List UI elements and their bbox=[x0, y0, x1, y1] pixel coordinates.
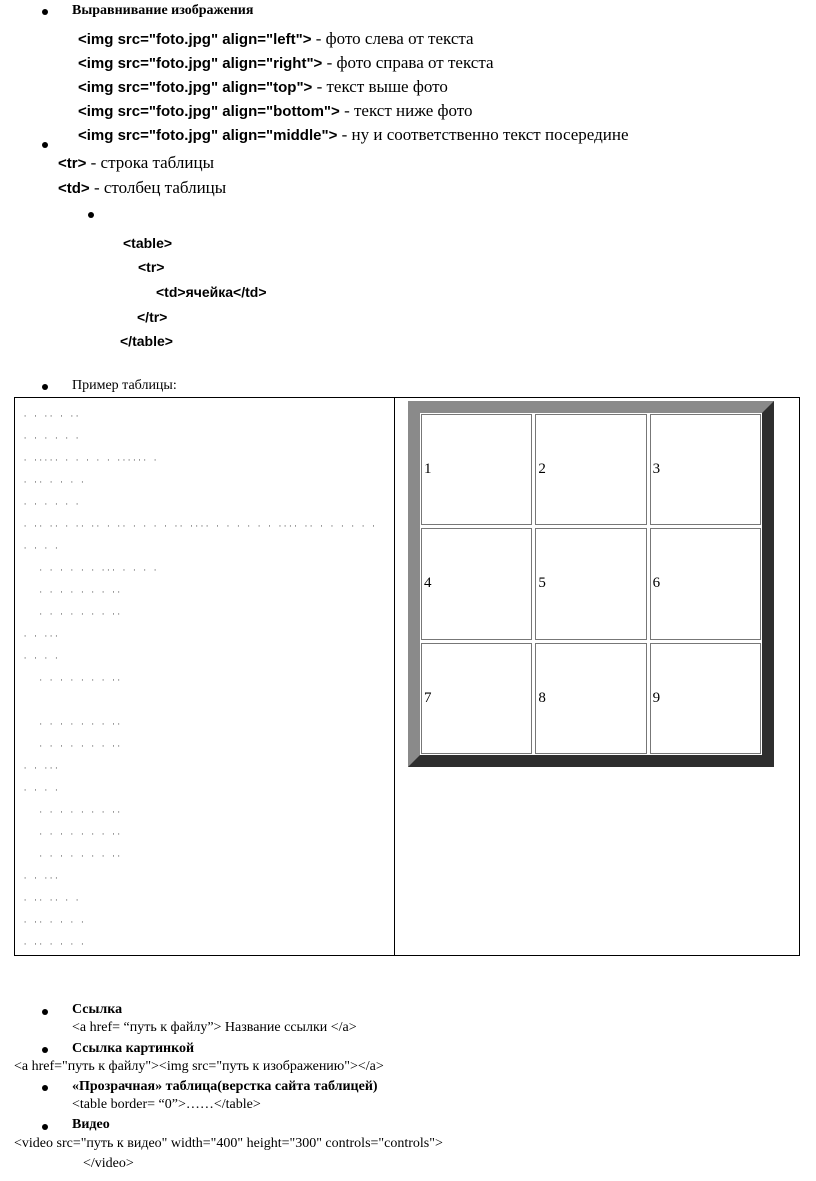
image-align-title: Выравнивание изображения bbox=[72, 3, 254, 18]
table-cell: 6 bbox=[650, 528, 761, 639]
code-text: <td> bbox=[58, 180, 90, 197]
example-table bbox=[14, 397, 800, 956]
video-title: Видео bbox=[72, 1117, 110, 1132]
bullet bbox=[42, 142, 48, 148]
bullet bbox=[42, 1009, 48, 1015]
table-cell: 4 bbox=[421, 528, 532, 639]
code-text: <img src="foto.jpg" align="left"> bbox=[78, 31, 312, 48]
desc-text: - ну и соответственно текст посередине bbox=[337, 125, 629, 144]
table-cell: 8 bbox=[535, 643, 646, 754]
table-cell: 1 bbox=[421, 414, 532, 525]
divider bbox=[394, 398, 395, 955]
table-cell: 2 bbox=[535, 414, 646, 525]
td-line bbox=[58, 178, 226, 198]
desc-text: - строка таблицы bbox=[86, 153, 215, 172]
link-code: <a href= “путь к файлу”> Название ссылки </a> bbox=[72, 1020, 357, 1035]
desc-text: - фото справа от текста bbox=[322, 53, 494, 72]
snippet-line: <td>ячейка</td> bbox=[156, 284, 267, 300]
bullet bbox=[42, 1124, 48, 1130]
desc-text: - текст выше фото bbox=[312, 77, 448, 96]
code-text: <img src="foto.jpg" align="middle"> bbox=[78, 127, 338, 144]
snippet-line: <table> bbox=[123, 235, 173, 251]
align-left-line bbox=[78, 29, 474, 49]
snippet-line: </tr> bbox=[137, 309, 168, 325]
bullet bbox=[42, 384, 48, 390]
align-bottom-line bbox=[78, 101, 473, 121]
desc-text: - столбец таблицы bbox=[89, 178, 227, 197]
transparent-table-code: <table border= “0”>……</table> bbox=[72, 1097, 261, 1112]
code-text: <img src="foto.jpg" align="top"> bbox=[78, 79, 313, 96]
video-close-code: </video> bbox=[83, 1156, 134, 1171]
rendered-table-preview bbox=[408, 401, 774, 767]
tr-line bbox=[58, 153, 214, 173]
image-link-title: Ссылка картинкой bbox=[72, 1041, 195, 1056]
rendered-grid bbox=[421, 414, 761, 754]
snippet-line: <tr> bbox=[138, 259, 165, 275]
image-link-code: <a href="путь к файлу"><img src="путь к изображению"></a> bbox=[14, 1059, 384, 1074]
link-title: Ссылка bbox=[72, 1002, 123, 1017]
bullet bbox=[42, 9, 48, 15]
align-top-line bbox=[78, 77, 448, 97]
code-text: <img src="foto.jpg" align="bottom"> bbox=[78, 103, 340, 120]
example-label: Пример таблицы: bbox=[72, 378, 177, 393]
transparent-table-title: «Прозрачная» таблица(верстка сайта таблицей) bbox=[72, 1079, 378, 1094]
desc-text: - фото слева от текста bbox=[311, 29, 474, 48]
snippet-line: </table> bbox=[120, 333, 173, 349]
align-middle-line bbox=[78, 125, 629, 145]
table-cell: 3 bbox=[650, 414, 761, 525]
code-text: <tr> bbox=[58, 155, 87, 172]
video-code: <video src="путь к видео" width="400" height="300" controls="controls"> bbox=[14, 1136, 443, 1151]
bullet bbox=[88, 212, 94, 218]
code-text: <img src="foto.jpg" align="right"> bbox=[78, 55, 323, 72]
table-cell: 5 bbox=[535, 528, 646, 639]
illegible-code-listing: · · ·· · ·· · · · · · · · ····· · · · · · ······ · · ·· · · · · · · · · · · · ·· ·· · ·· ·· · ·· · · · · ·· ···· · · · · · · ···· ·· · · · · · · · · · · · · · · · · ··· · · · · · · · · · · · ·· · · · · · · · ·· · · ··· · · · · · · · · · · · ·· · · · · · · · ·· · · · · · · · ·· · · ··· · · · · · · · · · · · ·· · · · · · · · ·· · · · · · · · ·· · · ··· · ·· ·· · · · ·· · · · · · ·· · · · · bbox=[23, 413, 377, 949]
bullet bbox=[42, 1047, 48, 1053]
align-right-line bbox=[78, 53, 494, 73]
bullet bbox=[42, 1085, 48, 1091]
table-cell: 7 bbox=[421, 643, 532, 754]
desc-text: - текст ниже фото bbox=[339, 101, 473, 120]
table-cell: 9 bbox=[650, 643, 761, 754]
